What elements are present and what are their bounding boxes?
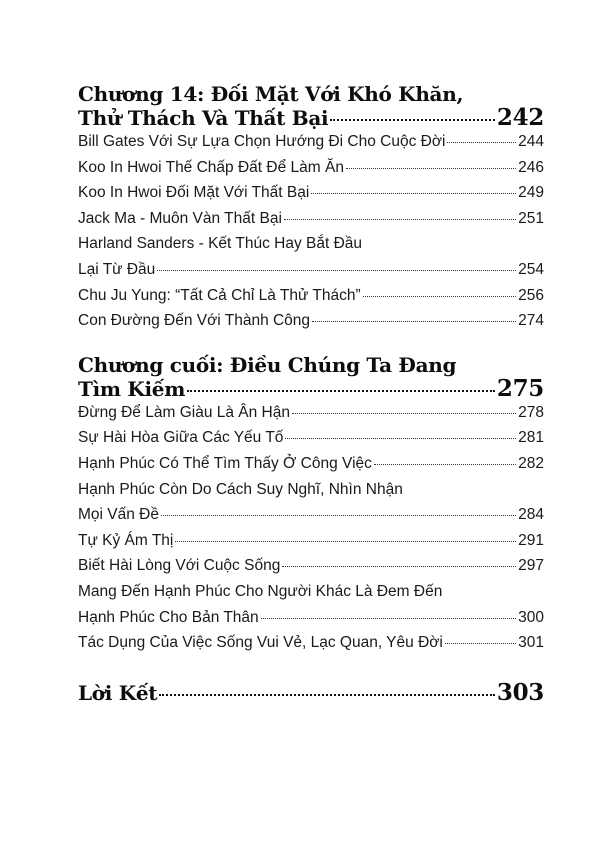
- section-spacer: [78, 658, 544, 680]
- entry-title: Biết Hài Lòng Với Cuộc Sống: [78, 557, 281, 575]
- toc-entry[interactable]: [78, 528, 544, 554]
- page-number: 303: [496, 678, 544, 706]
- dot-leader: [346, 156, 516, 172]
- page-number: 242: [496, 104, 544, 131]
- page-number: 284: [518, 506, 544, 524]
- final-chapter-section: [78, 354, 544, 656]
- chapter-heading-row[interactable]: [78, 376, 544, 400]
- chapter-heading-title: Thử Thách Và Thất Bại: [78, 106, 329, 130]
- toc-entry-line1[interactable]: Hạnh Phúc Còn Do Cách Suy Nghĩ, Nhìn Nhận: [78, 480, 403, 498]
- epilogue-heading-row[interactable]: [78, 680, 544, 704]
- toc-entry[interactable]: [78, 308, 544, 334]
- entry-title: Đừng Để Làm Giàu Là Ân Hận: [78, 403, 290, 421]
- entry-title: Hạnh Phúc Cho Bản Thân: [78, 608, 259, 626]
- page-number: 251: [518, 209, 544, 227]
- dot-leader: [187, 376, 495, 396]
- dot-leader: [445, 632, 516, 648]
- dot-leader: [447, 131, 516, 147]
- entry-title: Hạnh Phúc Có Thể Tìm Thấy Ở Công Việc: [78, 454, 372, 472]
- dot-leader: [161, 504, 516, 520]
- entry-title: Koo In Hwoi Đối Mặt Với Thất Bại: [78, 184, 310, 202]
- toc-entry[interactable]: [78, 257, 544, 283]
- dot-leader: [285, 427, 516, 443]
- entry-title: Mọi Vấn Đề: [78, 506, 159, 524]
- toc-entry[interactable]: [78, 180, 544, 206]
- dot-leader: [292, 401, 516, 417]
- page-number: 246: [518, 158, 544, 176]
- entry-title: Koo In Hwoi Thế Chấp Đất Để Làm Ăn: [78, 158, 344, 176]
- dot-leader: [363, 284, 516, 300]
- page-number: 300: [518, 608, 544, 626]
- entry-title: Jack Ma - Muôn Vàn Thất Bại: [78, 209, 282, 227]
- dot-leader: [157, 258, 516, 274]
- toc-entry[interactable]: [78, 400, 544, 426]
- entry-title: Bill Gates Với Sự Lựa Chọn Hướng Đi Cho Cuộc Đời: [78, 133, 446, 150]
- dot-leader: [374, 452, 516, 468]
- entry-title: Lại Từ Đầu: [78, 260, 156, 278]
- page-number: 256: [518, 286, 544, 304]
- epilogue-title: Lời Kết: [78, 680, 158, 705]
- toc-entry[interactable]: [78, 155, 544, 181]
- dot-leader: [330, 105, 495, 125]
- table-of-contents: [78, 83, 544, 704]
- chapter-14-section: [78, 83, 544, 334]
- chapter-heading-row[interactable]: [78, 105, 544, 129]
- dot-leader: [175, 529, 516, 545]
- dot-leader: [311, 182, 516, 198]
- entry-title: Chu Ju Yung: “Tất Cả Chỉ Là Thử Thách”: [78, 286, 361, 304]
- page-number: 291: [518, 531, 544, 549]
- toc-entry[interactable]: [78, 129, 544, 155]
- toc-entry[interactable]: [78, 605, 544, 631]
- section-spacer: [78, 336, 544, 354]
- entry-title: Tác Dụng Của Việc Sống Vui Vẻ, Lạc Quan, Yêu Đời: [78, 634, 443, 652]
- toc-entry[interactable]: [78, 502, 544, 528]
- toc-entry[interactable]: [78, 206, 544, 232]
- dot-leader: [261, 606, 516, 622]
- page-number: 249: [518, 184, 544, 202]
- dot-leader: [282, 555, 516, 571]
- page-number: 281: [518, 429, 544, 447]
- page-number: 301: [518, 634, 544, 652]
- page-number: 274: [518, 312, 544, 330]
- toc-entry-line1[interactable]: Harland Sanders - Kết Thúc Hay Bắt Đầu: [78, 235, 363, 253]
- toc-entry[interactable]: [78, 283, 544, 309]
- page-number: 278: [518, 403, 544, 421]
- page-number: 244: [518, 133, 544, 150]
- entry-title: Sự Hài Hòa Giữa Các Yếu Tố: [78, 429, 284, 447]
- chapter-heading: Chương 14: Đối Mặt Với Khó Khăn,: [78, 82, 464, 106]
- page-number: 254: [518, 260, 544, 278]
- page-number: 282: [518, 454, 544, 472]
- page-number: 297: [518, 557, 544, 575]
- dot-leader: [284, 207, 516, 223]
- toc-entry[interactable]: [78, 451, 544, 477]
- toc-entry[interactable]: [78, 630, 544, 656]
- dot-leader: [312, 310, 516, 326]
- dot-leader: [159, 680, 495, 700]
- toc-entry-line1[interactable]: Mang Đến Hạnh Phúc Cho Người Khác Là Đem Đến: [78, 582, 443, 600]
- chapter-heading: Chương cuối: Điều Chúng Ta Đang: [78, 352, 457, 377]
- toc-entry[interactable]: [78, 425, 544, 451]
- toc-entry[interactable]: [78, 553, 544, 579]
- entry-title: Con Đường Đến Với Thành Công: [78, 312, 311, 330]
- chapter-heading-title: Tìm Kiếm: [78, 376, 186, 401]
- page-number: 275: [496, 374, 544, 402]
- entry-title: Tự Kỷ Ám Thị: [78, 531, 174, 549]
